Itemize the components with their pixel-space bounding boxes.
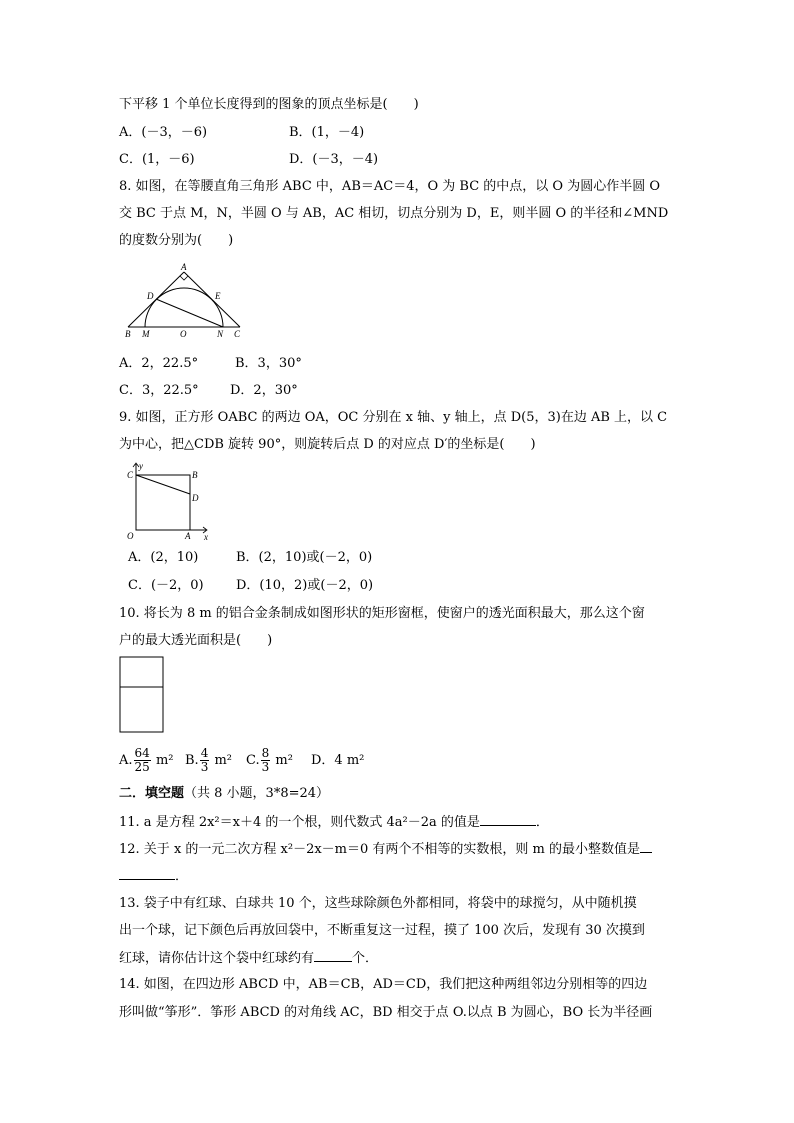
q7-option-c[interactable]: C．(1，－6) (119, 152, 195, 167)
q10-option-c-prefix: C. (246, 753, 260, 768)
q9-option-b[interactable]: B．(2，10)或(－2，0) (236, 550, 373, 565)
q10-option-a-numerator: 64 (134, 746, 150, 760)
section-title: 二．填空题 (119, 786, 185, 801)
q7-option-d[interactable]: D．(－3，－4) (289, 152, 379, 167)
q8-label-d: D (147, 291, 154, 301)
q9-label-x: x (204, 532, 208, 542)
q9-line-1: 9. 如图，正方形 OABC 的两边 OA，OC 分别在 x 轴、y 轴上，点 D(5，3)在边 AB 上，以 C (119, 410, 668, 425)
q12-end: ． (175, 869, 189, 884)
q13-line-1: 13. 袋子中有红球、白球共 10 个，这些球除颜色外都相同，将袋中的球搅匀，从中随机摸 (119, 896, 637, 911)
q13-line-3-text: 红球，请你估计这个袋中红球约有 (119, 951, 315, 966)
q10-option-b-numerator: 4 (200, 746, 209, 760)
q10-option-c-fraction (261, 747, 271, 774)
q8-label-e: E (215, 291, 221, 301)
q10-option-b[interactable] (185, 746, 232, 776)
q10-option-b-prefix: B. (185, 753, 199, 768)
q8-triangle-figure (118, 262, 248, 342)
q8-label-a: A (181, 262, 187, 272)
q10-option-c-denominator: 3 (261, 760, 270, 774)
q8-label-m: M (142, 329, 150, 339)
q10-option-b-fraction (200, 747, 210, 774)
q14-line-2: 形叫做“筝形”．筝形 ABCD 的对角线 AC，BD 相交于点 O.以点 B 为圆心，BO 长为半径画 (119, 1005, 653, 1020)
q10-option-c-numerator: 8 (261, 746, 270, 760)
q11-text: 11. a 是方程 2x²＝x＋4 的一个根，则代数式 4a²－2a 的值是 (119, 815, 480, 830)
q10-option-b-unit: m² (214, 753, 233, 768)
q13-answer-blank[interactable] (314, 949, 352, 962)
q13-line-3-end: 个． (352, 951, 379, 966)
q9-label-a: A (185, 531, 191, 541)
q9-option-a[interactable]: A．(2，10) (128, 550, 199, 565)
q10-option-a[interactable] (119, 746, 174, 776)
q10-option-a-denominator: 25 (134, 760, 150, 774)
q8-label-n: N (217, 329, 224, 339)
q10-option-c-unit: m² (275, 753, 293, 768)
q8-option-a[interactable]: A．2，22.5° (119, 356, 199, 371)
q12-answer-blank-start[interactable] (640, 840, 652, 853)
q9-label-d: D (192, 493, 199, 503)
q12-line: 12. 关于 x 的一元二次方程 x²－2x－m＝0 有两个不相等的实数根，则 m 的最小整数值是 (119, 842, 641, 857)
q11 (119, 813, 549, 832)
q10-option-c[interactable] (246, 746, 293, 776)
q13-line-2: 出一个球，记下颜色后再放回袋中，不断重复这一过程，摸了 100 次后，发现有 30 次摸到 (119, 923, 645, 938)
q8-label-c: C (234, 329, 241, 339)
q9-line-2: 为中心，把△CDB 旋转 90°，则旋转后点 D 的对应点 D′的坐标是( ) (119, 437, 536, 452)
q14-line-1: 14. 如图，在四边形 ABCD 中，AB＝CB，AD＝CD，我们把这种两组邻边分别相等的四边 (119, 977, 648, 992)
q8-line-3: 的度数分别为( ) (119, 233, 234, 248)
q10-line-1: 10. 将长为 8 m 的铝合金条制成如图形状的矩形窗框，使窗户的透光面积最大，那么这个窗 (119, 606, 645, 621)
q10-option-d[interactable]: D．4 m² (311, 753, 365, 768)
q7-option-b[interactable]: B．(1，－4) (289, 125, 365, 140)
q12-continued (119, 867, 188, 886)
q9-label-o: O (127, 531, 134, 541)
q8-label-b: B (125, 329, 131, 339)
q13-line-3 (119, 949, 378, 968)
q8-option-b[interactable]: B．3，30° (235, 356, 302, 371)
q10-option-a-unit: m² (155, 753, 174, 768)
q8-option-c[interactable]: C．3，22.5° (119, 383, 199, 398)
q12-answer-blank[interactable] (119, 867, 175, 880)
q9-label-y: y (139, 461, 143, 471)
q9-label-b: B (192, 470, 198, 480)
q12-text (119, 840, 652, 859)
q9-option-d[interactable]: D．(10，2)或(－2，0) (236, 578, 374, 593)
q8-label-o: O (180, 329, 187, 339)
q9-square-figure (118, 460, 218, 545)
q8-line-2: 交 BC 于点 M，N，半圆 O 与 AB，AC 相切，切点分别为 D，E，则半圆 O 的半径和∠MND (119, 206, 669, 221)
q10-window-figure (119, 656, 165, 734)
q10-line-2: 户的最大透光面积是( ) (119, 633, 273, 648)
q11-answer-blank[interactable] (480, 813, 536, 826)
q7-option-a[interactable]: A．(－3，－6) (119, 125, 208, 140)
q9-label-c: C (127, 470, 134, 480)
q8-line-1: 8. 如图，在等腰直角三角形 ABC 中，AB＝AC＝4，O 为 BC 的中点，以 O 为圆心作半圆 O (119, 179, 660, 194)
q10-option-a-fraction (134, 747, 151, 774)
q8-option-d[interactable]: D．2，30° (230, 383, 298, 398)
q7-text: 下平移 1 个单位长度得到的图象的顶点坐标是( ) (119, 97, 419, 112)
section-note: （共 8 小题，3*8=24） (184, 786, 330, 801)
q9-option-c[interactable]: C．(－2，0) (128, 578, 204, 593)
section-heading (119, 785, 329, 803)
q10-option-b-denominator: 3 (200, 760, 209, 774)
q11-end: ． (535, 815, 549, 830)
q10-option-a-prefix: A. (119, 753, 133, 768)
